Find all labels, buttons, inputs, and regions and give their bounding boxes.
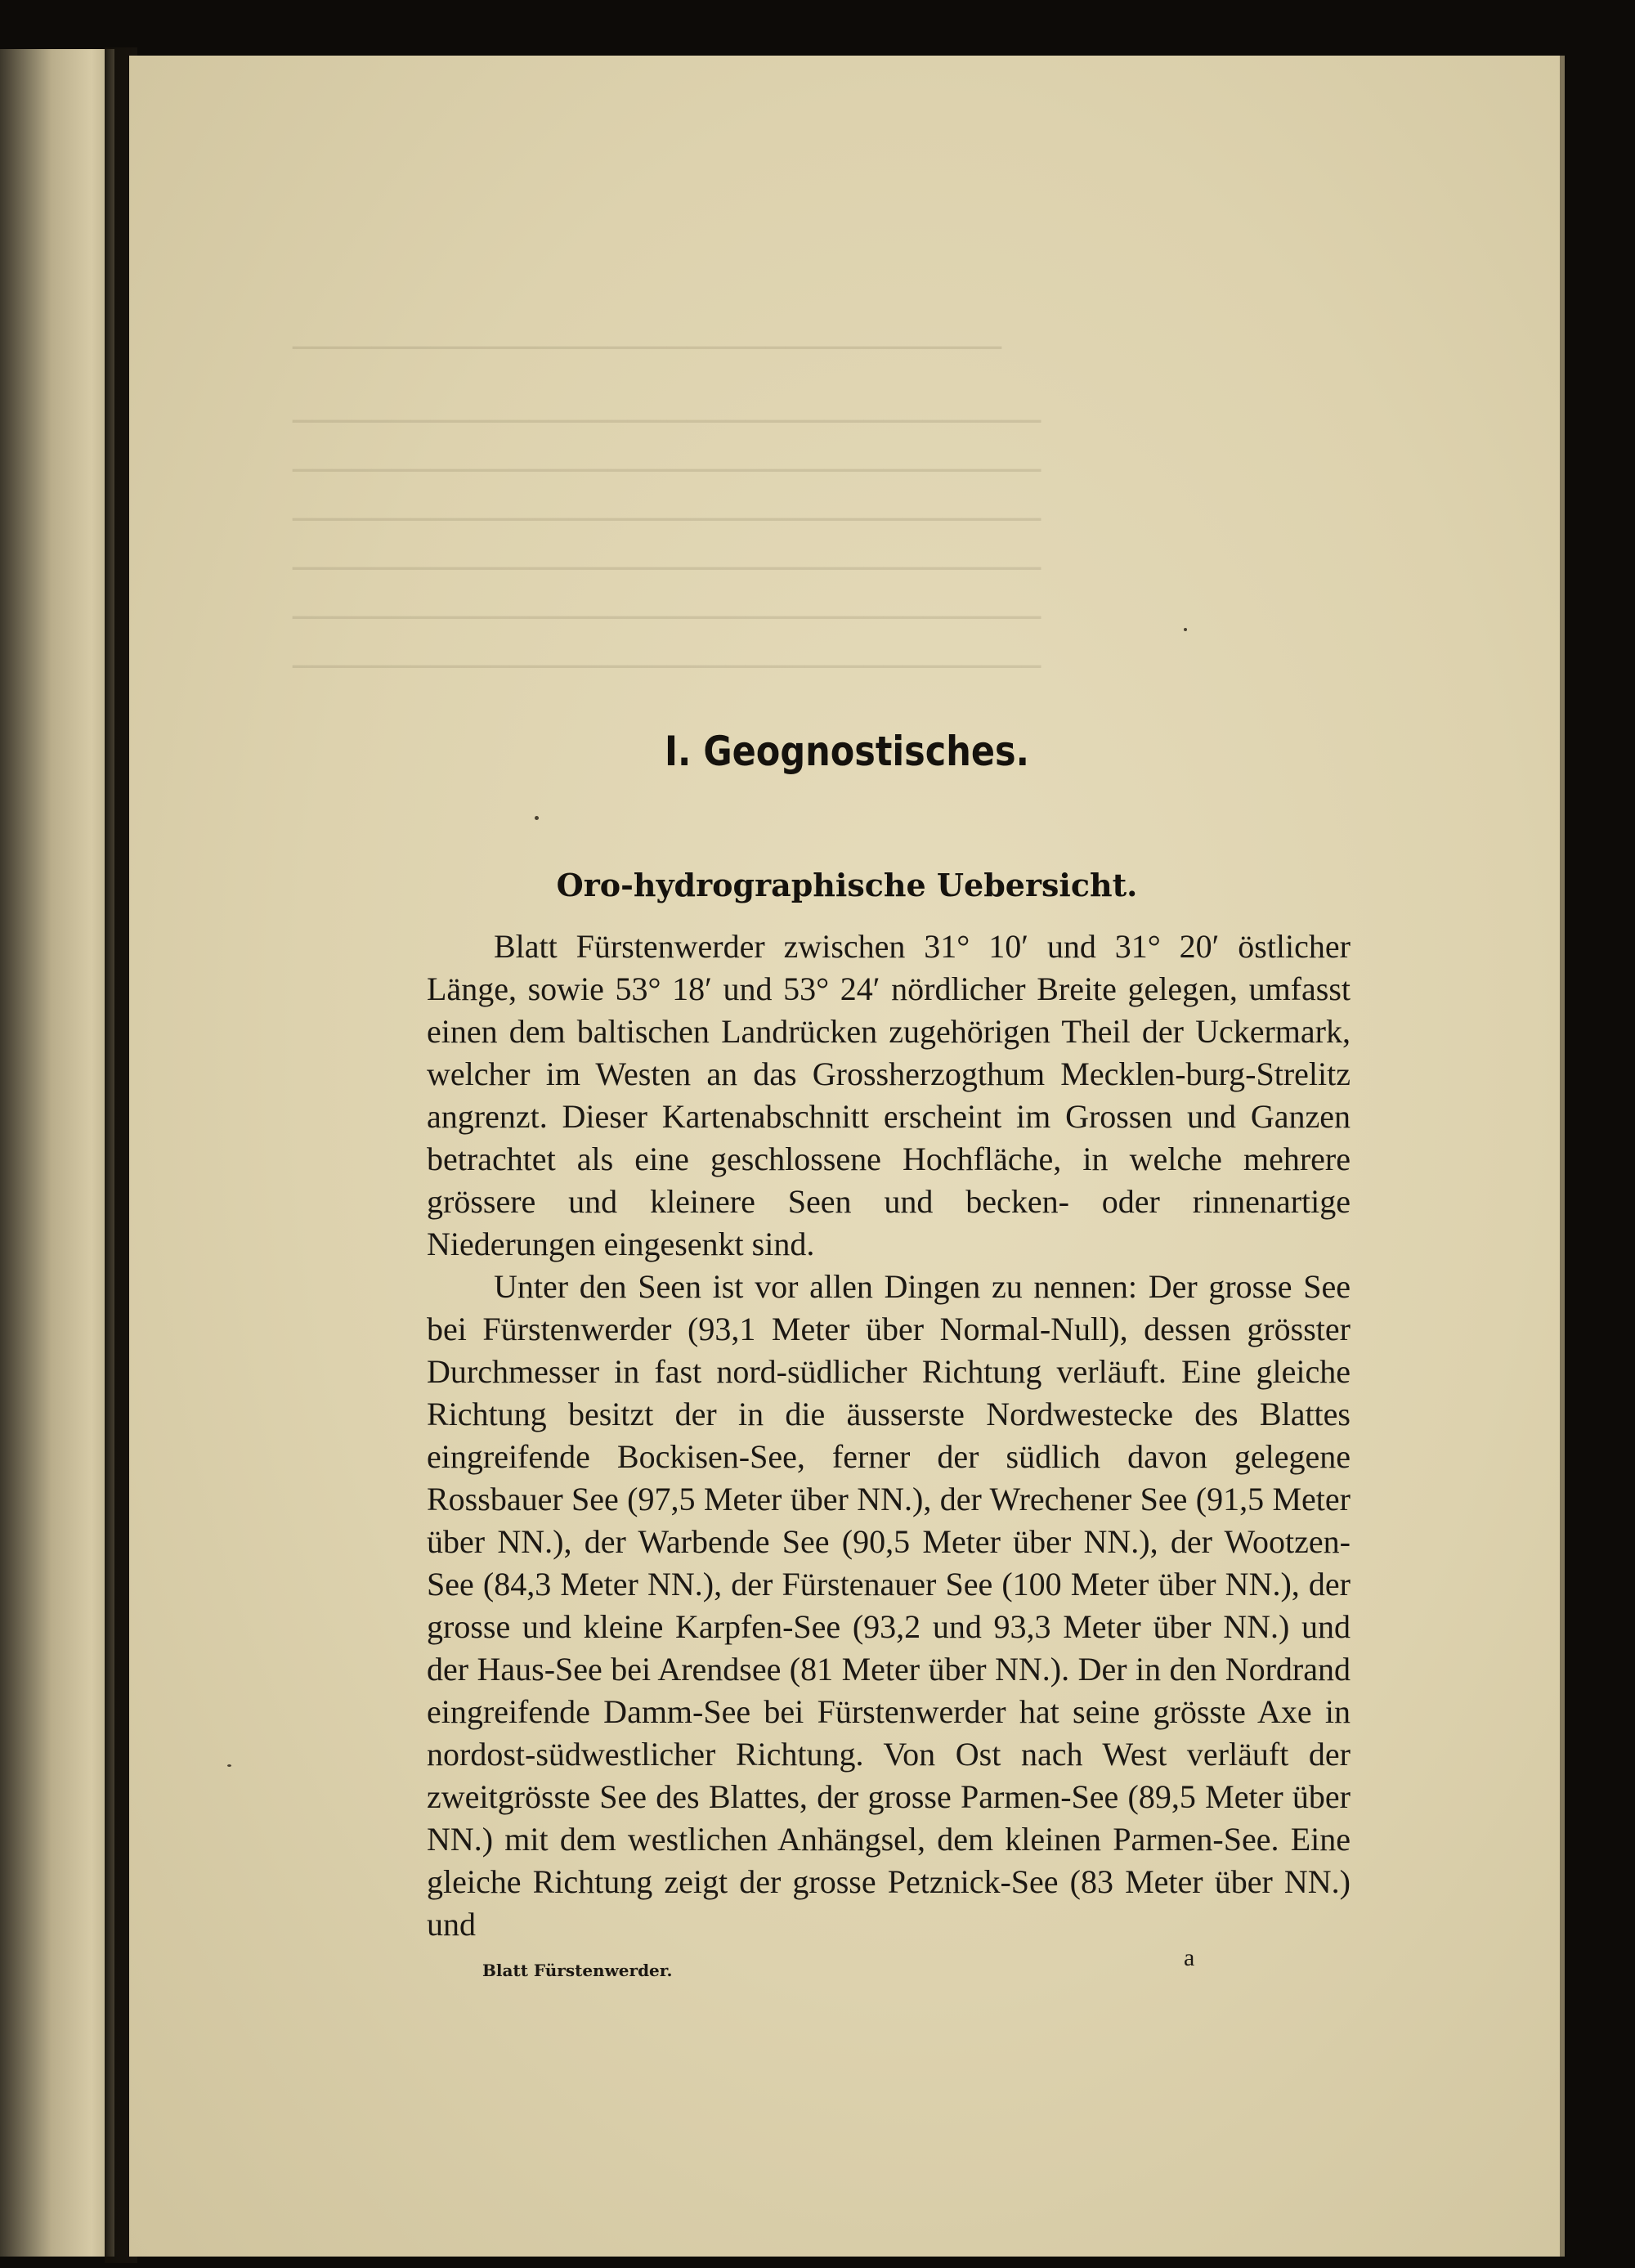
paragraph: Unter den Seen ist vor allen Dingen zu nennen: Der grosse See bei Fürstenwerder (93,1 Meter über Normal-Null), dessen grösster Durchmesser in fast nord-südlicher Richtung verläuft. Eine gleiche Richtung besitzt der in die äusserste Nordwestecke des Blattes eingreifende Bockisen-See, ferner der südlich davon gelegene Rossbauer See (97,5 Meter über NN.), der Wrechener See (91,5 Meter über NN.), der Warbende See (90,5 Meter über NN.), der Wootzen-See (84,3 Meter NN.), der Fürstenauer See (100 Meter über NN.), der grosse und kleine Karpfen-See (93,2 und 93,3 Meter über NN.) und der Haus-See bei Arendsee (81 Meter über NN.). Der in den Nordrand eingreifende Damm-See bei Fürstenwerder hat seine grösste Axe in nordost-südwestlicher Richtung. Von Ost nach West verläuft der zweitgrösste See des Blattes, der grosse Parmen-See (89,5 Meter über NN.) mit dem westlichen Anhängsel, dem kleinen Parmen-See. Eine gleiche Richtung zeigt der grosse Petznick-See (83 Meter über NN.) und (427, 1268, 1351, 1943)
paper-speck (227, 1764, 231, 1767)
show-through-texture: ──────────────────────────────────── (293, 329, 1001, 367)
show-through-texture: ────────────────────────────────────── (293, 403, 1041, 441)
paper-speck (535, 816, 539, 820)
show-through-texture: ────────────────────────────────────── (293, 648, 1041, 686)
paper-speck (1184, 628, 1187, 631)
signature-line: Blatt Fürstenwerder. (482, 1961, 673, 1980)
section-subheading: Oro-hydrographische Uebersicht. (556, 867, 1138, 903)
body-text (427, 926, 1351, 1946)
show-through-texture: ────────────────────────────────────── (293, 501, 1041, 539)
sheet-mark: a (1184, 1944, 1195, 1971)
left-page-edge (0, 49, 114, 2257)
show-through-texture: ────────────────────────────────────── (293, 550, 1041, 588)
book-page (129, 56, 1565, 2257)
chapter-heading: I. Geognostisches. (665, 728, 1029, 775)
show-through-texture: ────────────────────────────────────── (293, 599, 1041, 637)
paragraph: Blatt Fürstenwerder zwischen 31° 10′ und 31° 20′ östlicher Länge, sowie 53° 18′ und 53° 24′ nördlicher Breite gelegen, umfasst einen dem baltischen Landrücken zugehörigen Theil der Uckermark, welcher im Westen an das Grossherzogthum Mecklen-burg-Strelitz angrenzt. Dieser Kartenabschnitt erscheint im Grossen und Ganzen betrachtet als eine geschlossene Hochfläche, in welche mehrere grössere und kleinere Seen und becken- oder rinnenartige Niederungen eingesenkt sind. (427, 928, 1351, 1262)
show-through-texture: ────────────────────────────────────── (293, 452, 1041, 490)
